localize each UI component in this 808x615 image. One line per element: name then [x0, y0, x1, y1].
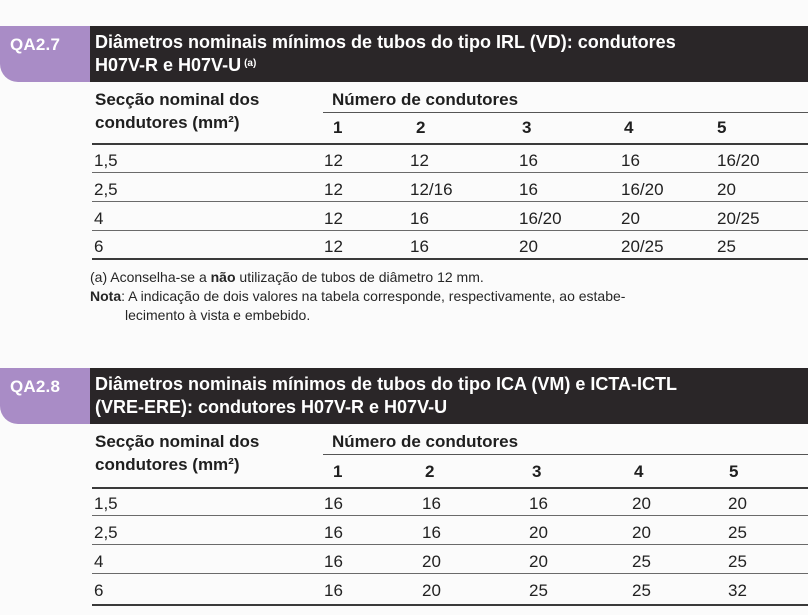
table-qa27-header: [0, 26, 808, 82]
table-cell: 20/25: [621, 237, 664, 256]
table-title-line1: Diâmetros nominais mínimos de tubos do tipo ICA (VM) e ICTA-ICTL: [95, 374, 678, 394]
table-cell: 20: [632, 523, 651, 542]
row-rule: [92, 573, 808, 574]
table-cell: 20/25: [717, 209, 760, 228]
table-cell: 25: [632, 552, 651, 571]
row-rule: [92, 172, 808, 173]
table-code-badge: [0, 368, 90, 424]
table-cell: 16: [519, 180, 538, 199]
table-cell: 20: [422, 581, 441, 600]
table-cell: 16: [324, 581, 343, 600]
table-title-line2: [95, 55, 256, 76]
row-rule: [92, 230, 808, 231]
table-cell: 20: [621, 209, 640, 228]
table-cell: 20: [529, 523, 548, 542]
row-rule: [92, 515, 808, 516]
note-a: [90, 268, 806, 287]
table-bottom-rule: [92, 604, 808, 606]
row-rule: [92, 544, 808, 545]
nota-label: Nota: [90, 288, 122, 304]
table-cell: 12: [324, 237, 343, 256]
table-cell: 20: [529, 552, 548, 571]
table-cell: 20: [717, 180, 736, 199]
table-code: QA2.8: [10, 377, 61, 396]
table-title-line2-text: H07V-R e H07V-U: [95, 55, 242, 75]
table-cell: 20: [728, 494, 747, 513]
table-notes: [90, 268, 806, 325]
table-code: QA2.7: [10, 35, 61, 54]
column-group-header: Número de condutores: [332, 90, 519, 109]
table-cell: 32: [728, 581, 747, 600]
table-cell: 16: [519, 151, 538, 170]
table-title-note-ref: (a): [244, 58, 257, 69]
table-cell: 25: [728, 552, 747, 571]
row-section: 1,5: [94, 151, 118, 170]
table-cell: 20: [632, 494, 651, 513]
table-cell: 16: [410, 237, 429, 256]
conductor-count-header: 3: [532, 462, 542, 481]
table-cell: 16: [529, 494, 548, 513]
table-cell: 25: [728, 523, 747, 542]
table-title-band: [90, 26, 808, 82]
table-cell: 16: [324, 523, 343, 542]
row-section: 4: [94, 209, 104, 228]
table-cell: 12/16: [410, 180, 453, 199]
row-section: 2,5: [94, 523, 118, 542]
row-rule: [92, 201, 808, 202]
table-cell: 16: [324, 552, 343, 571]
table-title-line2: (VRE-ERE): condutores H07V-R e H07V-U: [95, 397, 448, 417]
row-section: 6: [94, 581, 104, 600]
note-a-emphasis: não: [210, 269, 236, 285]
column-group-header: Número de condutores: [332, 432, 519, 451]
table-cell: 25: [717, 237, 736, 256]
column-header-section-line2: condutores (mm²): [95, 113, 240, 132]
table-title-line1: Diâmetros nominais mínimos de tubos do tipo IRL (VD): condutores: [95, 32, 676, 52]
table-qa28: [92, 430, 808, 615]
table-cell: 16/20: [519, 209, 562, 228]
column-header-section-line1: Secção nominal dos: [95, 432, 260, 451]
note-a-suffix: utilização de tubos de diâmetro 12 mm.: [239, 269, 484, 285]
nota-line2: lecimento à vista e embebido.: [125, 307, 311, 323]
note-a-prefix: (a) Aconselha-se a: [90, 269, 207, 285]
table-cell: 12: [324, 209, 343, 228]
row-section: 2,5: [94, 180, 118, 199]
table-cell: 25: [529, 581, 548, 600]
table-bottom-rule: [92, 258, 808, 260]
table-code-badge: [0, 26, 90, 82]
table-cell: 25: [632, 581, 651, 600]
table-cell: 16: [621, 151, 640, 170]
table-cell: 12: [324, 180, 343, 199]
header-rule: [92, 143, 808, 145]
table-qa28-header: [0, 368, 808, 424]
table-title-band: [90, 368, 808, 424]
header-rule: [92, 487, 808, 489]
table-cell: 16: [422, 494, 441, 513]
table-cell: 12: [410, 151, 429, 170]
column-header-section-line1: Secção nominal dos: [95, 90, 260, 109]
group-header-underline: [323, 112, 808, 113]
table-cell: 16: [324, 494, 343, 513]
table-cell: 20: [422, 552, 441, 571]
conductor-count-header: 2: [416, 118, 426, 137]
column-header-section-line2: condutores (mm²): [95, 455, 240, 474]
conductor-count-header: 2: [425, 462, 435, 481]
row-section: 4: [94, 552, 104, 571]
table-cell: 16: [422, 523, 441, 542]
conductor-count-header: 5: [717, 118, 727, 137]
conductor-count-header: 1: [333, 118, 343, 137]
row-section: 6: [94, 237, 104, 256]
conductor-count-header: 5: [729, 462, 739, 481]
table-cell: 12: [324, 151, 343, 170]
table-cell: 16: [410, 209, 429, 228]
table-cell: 16/20: [717, 151, 760, 170]
table-cell: 20: [519, 237, 538, 256]
table-cell: 16/20: [621, 180, 664, 199]
nota-text: : A indicação de dois valores na tabela corresponde, respectivamente, ao estabe-: [121, 288, 626, 304]
conductor-count-header: 4: [634, 462, 644, 481]
conductor-count-header: 3: [522, 118, 532, 137]
row-section: 1,5: [94, 494, 118, 513]
table-qa27: [92, 88, 808, 263]
column-header-section: [95, 88, 259, 134]
nota-line1: [90, 287, 806, 306]
conductor-count-header: 1: [333, 462, 343, 481]
group-header-underline: [323, 454, 808, 455]
conductor-count-header: 4: [624, 118, 634, 137]
column-header-section: [95, 430, 259, 476]
